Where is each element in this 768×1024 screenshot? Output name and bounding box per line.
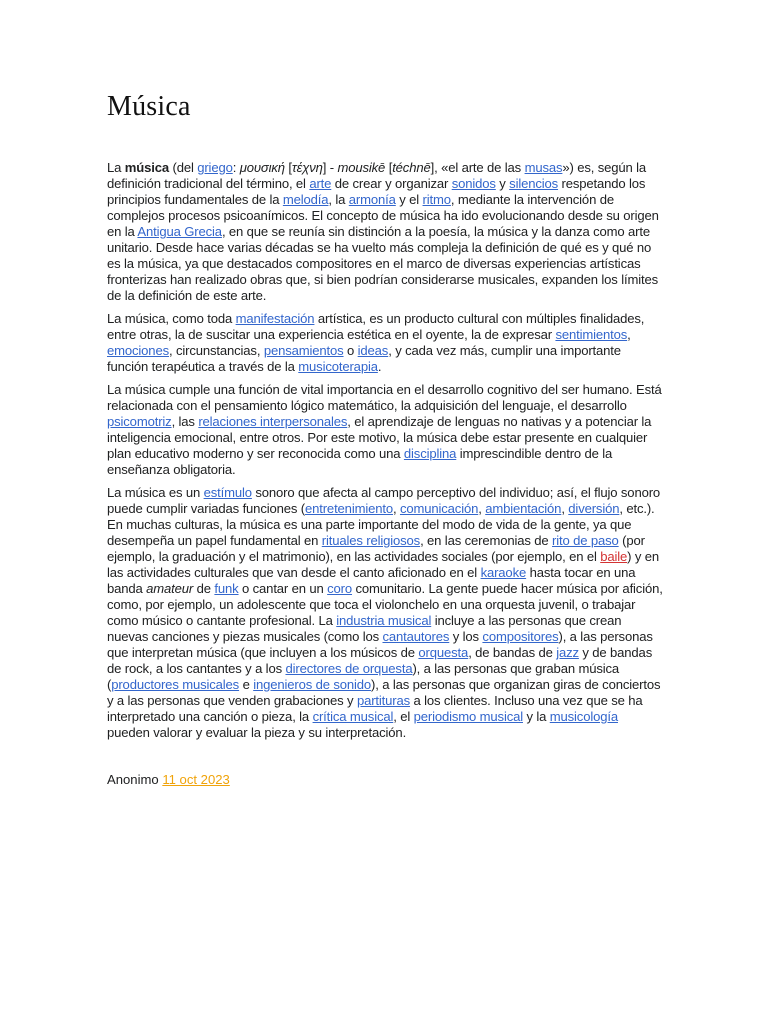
link-directores-de-orquesta[interactable]: directores de orquesta [285, 661, 413, 676]
text-run: ] - [322, 160, 338, 175]
link-griego[interactable]: griego [197, 160, 233, 175]
text-run: (por ejemplo, la graduación y el matrimonio), en las actividades sociales (por ejemplo, en el [107, 533, 645, 564]
link-sentimientos[interactable]: sentimientos [555, 327, 628, 342]
text-run: hasta tocar en una banda [107, 565, 636, 596]
text-run: a los clientes. Incluso una vez que se ha interpretado una canción o pieza, la [107, 693, 643, 724]
link-ingenieros-de-sonido[interactable]: ingenieros de sonido [253, 677, 372, 692]
link-orquesta[interactable]: orquesta [418, 645, 469, 660]
text-run: , las [171, 414, 199, 429]
text-run: , de bandas de [468, 645, 557, 660]
text-run: ), a las personas que interpretan música (que incluyen a los músicos de [107, 629, 653, 660]
link-ambientación[interactable]: ambientación [485, 501, 562, 516]
text-run: y el [395, 192, 423, 207]
link-partituras[interactable]: partituras [356, 693, 411, 708]
text-run: ], «el arte de las [430, 160, 525, 175]
bold-text: música [124, 160, 169, 175]
text-run: ), a las personas que graban música ( [107, 661, 620, 692]
text-run: , en las ceremonias de [420, 533, 553, 548]
link-ritmo[interactable]: ritmo [422, 192, 451, 207]
text-run: y la [523, 709, 550, 724]
text-run: incluye a las personas que crean nuevas canciones y piezas musicales (como los [107, 613, 622, 644]
text-run: ») es, según la definición tradicional del término, el [107, 160, 647, 191]
link-silencios[interactable]: silencios [509, 176, 559, 191]
link-arte[interactable]: arte [309, 176, 332, 191]
paragraph-2 [107, 311, 663, 375]
link-pensamientos[interactable]: pensamientos [263, 343, 344, 358]
text-run: comunitario. La gente puede hacer música por afición, como, por ejemplo, un adolescente que toca el violonchelo en una orquesta juvenil, o trabajar como músico o cantante profesional. La [107, 581, 663, 628]
text-run: de crear y organizar [331, 176, 452, 191]
text-run: La música cumple una función de vital importancia en el desarrollo cognitivo del ser humano. Está relacionada con el pensamiento lógico matemático, la adquisición del lenguaje, el desarrollo [107, 382, 662, 413]
text-run: y los [449, 629, 483, 644]
paragraph-1 [107, 160, 663, 304]
text-run: La música, como toda [107, 311, 236, 326]
link-crítica-musical[interactable]: crítica musical [312, 709, 394, 724]
author-name: Anonimo [107, 772, 159, 787]
link-musicoterapia[interactable]: musicoterapia [298, 359, 378, 374]
link-emociones[interactable]: emociones [107, 343, 169, 358]
link-coro[interactable]: coro [327, 581, 353, 596]
text-run: , [561, 501, 569, 516]
link-funk[interactable]: funk [214, 581, 239, 596]
page-title: Música [107, 91, 191, 122]
link-musas[interactable]: musas [524, 160, 563, 175]
post-footer [107, 772, 663, 788]
link-karaoke[interactable]: karaoke [480, 565, 527, 580]
link-sonidos[interactable]: sonidos [451, 176, 496, 191]
link-entretenimiento[interactable]: entretenimiento [304, 501, 393, 516]
link-rituales-religiosos[interactable]: rituales religiosos [321, 533, 421, 548]
link-manifestación[interactable]: manifestación [235, 311, 315, 326]
text-run: , y cada vez más, cumplir una importante función terapéutica a través de la [107, 343, 621, 374]
text-run: , el [393, 709, 414, 724]
text-run: , el aprendizaje de lenguas no nativas y a potenciar la inteligencia emocional, entre otros. Por este motivo, la música debe estar presente en cualquier plan educativo moderno y ser reconocida como una [107, 414, 652, 461]
link-periodismo-musical[interactable]: periodismo musical [413, 709, 523, 724]
italic-text: mousikē [337, 160, 386, 175]
paragraph-3 [107, 382, 663, 478]
text-run: , en que se reunía sin distinción a la poesía, la música y la danza como arte unitario. Desde hace varias décadas se ha vuelto más compleja la definición de qué es y qué no es la música, ya que destacados compositores en el marco de diversas experiencias artísticas fronterizas han realizado obras que, si bien podrían considerarse musicales, expanden los límites de la definición de este arte. [107, 224, 658, 303]
link-armonía[interactable]: armonía [348, 192, 396, 207]
post-date-link[interactable]: 11 oct 2023 [162, 772, 230, 787]
link-cantautores[interactable]: cantautores [382, 629, 450, 644]
text-run: [ [385, 160, 393, 175]
text-run: , [627, 327, 631, 342]
text-run: , etc.). En muchas culturas, la música es una parte importante del modo de vida de la gente, ya que desempeña un papel fundamental en [107, 501, 655, 548]
link-antigua-grecia[interactable]: Antigua Grecia [137, 224, 222, 239]
link-relaciones-interpersonales[interactable]: relaciones interpersonales [198, 414, 348, 429]
text-run: pueden valorar y evaluar la pieza y su interpretación. [107, 725, 407, 740]
text-run: La [107, 160, 125, 175]
text-run: . [377, 359, 382, 374]
document-page [107, 90, 663, 788]
text-run: respetando los principios fundamentales de la [107, 176, 646, 207]
text-run: (del [169, 160, 198, 175]
link-disciplina[interactable]: disciplina [403, 446, 457, 461]
italic-text: téchnē [392, 160, 431, 175]
text-run: ) y en las actividades culturales que van desde el canto aficionado en el [107, 549, 659, 580]
text-run: La música es un [107, 485, 204, 500]
text-run: o [343, 343, 358, 358]
link-comunicación[interactable]: comunicación [399, 501, 479, 516]
paragraph-4 [107, 485, 663, 741]
text-run: imprescindible dentro de la enseñanza obligatoria. [107, 446, 613, 477]
link-melodía[interactable]: melodía [282, 192, 329, 207]
link-psicomotriz[interactable]: psicomotriz [107, 414, 172, 429]
link-ideas[interactable]: ideas [357, 343, 389, 358]
link-jazz[interactable]: jazz [556, 645, 579, 660]
text-run: y de bandas de rock, a los cantantes y a los [107, 645, 653, 676]
italic-text: amateur [146, 581, 194, 596]
link-compositores[interactable]: compositores [482, 629, 559, 644]
text-run: [ [284, 160, 292, 175]
text-run: : [232, 160, 240, 175]
text-run: artística, es un producto cultural con múltiples finalidades, entre otras, la de suscitar una experiencia estética en el oyente, la de expresar [107, 311, 645, 342]
text-run: , [478, 501, 486, 516]
text-run: y [495, 176, 510, 191]
italic-text: μουσική [239, 160, 285, 175]
article-body [107, 160, 663, 741]
link-industria-musical[interactable]: industria musical [336, 613, 432, 628]
text-run: , mediante la intervención de complejos procesos psicoanímicos. El concepto de música ha ido evolucionando desde su origen en la [107, 192, 659, 239]
text-run: e [239, 677, 254, 692]
link-baile[interactable]: baile [600, 549, 628, 564]
text-run: , la [328, 192, 349, 207]
link-diversión[interactable]: diversión [568, 501, 620, 516]
text-run: o cantar en un [238, 581, 328, 596]
text-run: de [193, 581, 215, 596]
text-run: , circunstancias, [168, 343, 264, 358]
text-run: , [392, 501, 400, 516]
text-run: sonoro que afecta al campo perceptivo del individuo; así, el flujo sonoro puede cumplir variadas funciones ( [107, 485, 661, 516]
link-estímulo[interactable]: estímulo [203, 485, 252, 500]
link-rito-de-paso[interactable]: rito de paso [552, 533, 619, 548]
link-productores-musicales[interactable]: productores musicales [111, 677, 240, 692]
text-run: ), a las personas que organizan giras de conciertos y a las personas que venden grabaciones y [107, 677, 661, 708]
link-musicología[interactable]: musicología [549, 709, 618, 724]
italic-text: τέχνη [291, 160, 323, 175]
